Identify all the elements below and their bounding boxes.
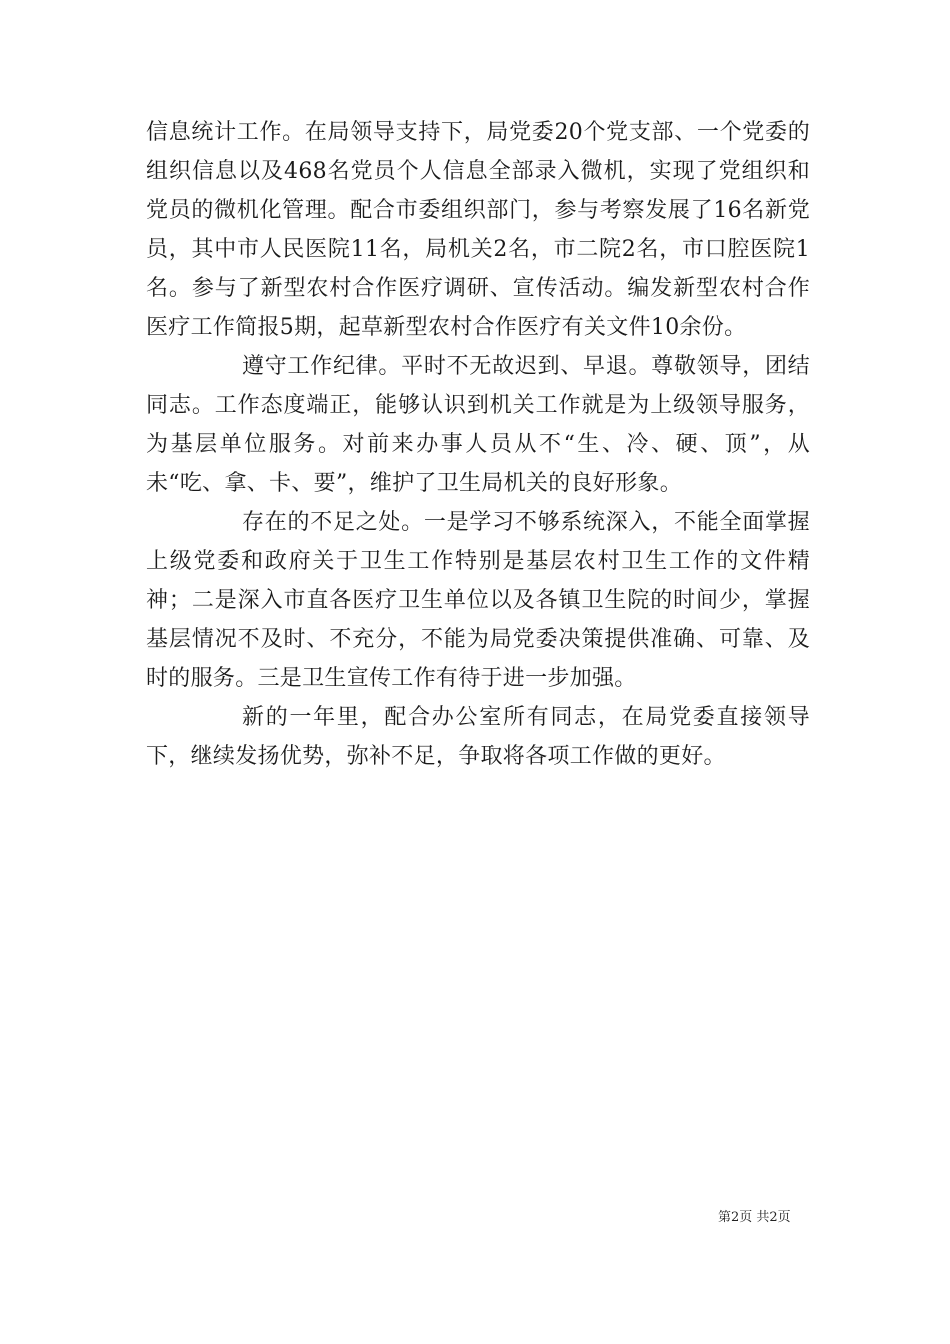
paragraph-continued: 信息统计工作。在局领导支持下，局党委20个党支部、一个党委的组织信息以及468名党员个人信息全部录入微机，实现了党组织和党员的微机化管理。配合市委组织部门，参与考察发展了16名新党员，其中市人民医院11名，局机关2名，市二院2名，市口腔医院1名。参与了新型农村合作医疗调研、宣传活动。编发新型农村合作医疗工作简报5期，起草新型农村合作医疗有关文件10余份。 bbox=[146, 120, 810, 340]
paragraph-work-discipline: 遵守工作纪律。平时不无故迟到、早退。尊敬领导，团结同志。工作态度端正，能够认识到机关工作就是为上级领导服务，为基层单位服务。对前来办事人员从不“生、冷、硬、顶”，从未“吃、拿、卡、要”，维护了卫生局机关的良好形象。 bbox=[146, 354, 810, 496]
paragraph-new-year: 新的一年里，配合办公室所有同志，在局党委直接领导下，继续发扬优势，弥补不足，争取将各项工作做的更好。 bbox=[146, 705, 810, 769]
document-body bbox=[146, 113, 810, 776]
page-number-footer: 第2页 共2页 bbox=[718, 1210, 791, 1225]
paragraph-shortcomings: 存在的不足之处。一是学习不够系统深入，不能全面掌握上级党委和政府关于卫生工作特别是基层农村卫生工作的文件精神；二是深入市直各医疗卫生单位以及各镇卫生院的时间少，掌握基层情况不及时、不充分，不能为局党委决策提供准确、可靠、及时的服务。三是卫生宣传工作有待于进一步加强。 bbox=[146, 510, 810, 691]
